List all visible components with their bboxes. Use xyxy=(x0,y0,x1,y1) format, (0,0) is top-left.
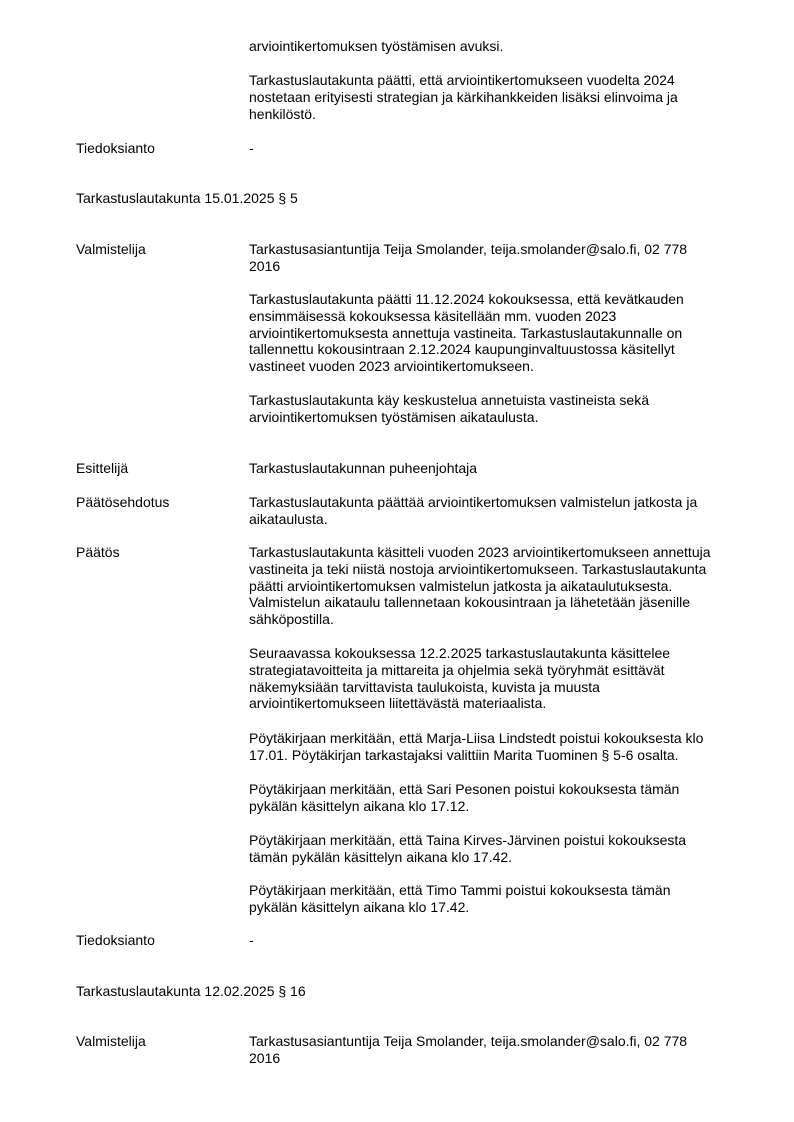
decision-paragraph-6: Pöytäkirjaan merkitään, että Timo Tammi poistui kokouksesta tämän pykälän käsittelyn aikana klo 17.42. xyxy=(249,882,671,915)
continuation-paragraph-2: Tarkastuslautakunta päätti, että arviointikertomukseen vuodelta 2024 nostetaan erityisesti strategian ja kärkihankkeiden lisäksi elinvoima ja henkilöstö. xyxy=(249,72,678,122)
notice-value: - xyxy=(249,140,254,156)
notice-label: Tiedoksianto xyxy=(76,140,155,156)
body-paragraph-1: Tarkastuslautakunta päätti 11.12.2024 kokouksessa, että kevätkauden ensimmäisessä kokouksessa käsitellään mm. vuoden 2023 arviointikertomuksesta annettuja vastineita. Tarkastuslautakunnalle on tallennettu kokousintraan 2.12.2024 kaupunginvaltuustossa käsitellyt vastineet vuoden 2023 arviointikertomukseen. xyxy=(249,291,684,375)
proposal-value: Tarkastuslautakunta päättää arviointikertomuksen valmistelun jatkosta ja aikataulusta. xyxy=(249,494,698,527)
section-heading-2: Tarkastuslautakunta 15.01.2025 § 5 xyxy=(76,190,298,206)
preparer-value: Tarkastusasiantuntija Teija Smolander, teija.smolander@salo.fi, 02 778 2016 xyxy=(249,1033,688,1066)
preparer-value: Tarkastusasiantuntija Teija Smolander, teija.smolander@salo.fi, 02 778 2016 xyxy=(249,241,688,274)
decision-paragraph-5: Pöytäkirjaan merkitään, että Taina Kirves-Järvinen poistui kokouksesta tämän pykälän käsittelyn aikana klo 17.42. xyxy=(249,832,687,865)
decision-paragraph-3: Pöytäkirjaan merkitään, että Marja-Liisa Lindstedt poistui kokouksesta klo 17.01. Pöytäkirjan tarkastajaksi valittiin Marita Tuominen § 5-6 osalta. xyxy=(249,730,704,763)
proposal-label: Päätösehdotus xyxy=(76,494,170,510)
decision-label: Päätös xyxy=(76,544,120,560)
notice-label: Tiedoksianto xyxy=(76,932,155,948)
presenter-value: Tarkastuslautakunnan puheenjohtaja xyxy=(249,460,478,476)
notice-value: - xyxy=(249,932,254,948)
preparer-label: Valmistelija xyxy=(76,1033,146,1049)
decision-paragraph-2: Seuraavassa kokouksessa 12.2.2025 tarkastuslautakunta käsittelee strategiatavoitteita ja mittareita ja ohjelmia sekä työryhmät esittävät näkemyksiään tarvittavista taulukoista, kuvista ja muusta arviointikertomukseen liitettävästä materiaalista. xyxy=(249,645,671,712)
decision-paragraph-4: Pöytäkirjaan merkitään, että Sari Pesonen poistui kokouksesta tämän pykälän käsittelyn aikana klo 17.12. xyxy=(249,781,680,814)
decision-paragraph-1: Tarkastuslautakunta käsitteli vuoden 2023 arviointikertomukseen annettuja vastineita ja teki niistä nostoja arviointikertomukseen. Tarkastuslautakunta päätti arviointikertomuksen valmistelun jatkosta ja aikataulutuksesta. Valmistelun aikataulu tallennetaan kokousintraan ja lähetetään jäsenille sähköpostilla. xyxy=(249,544,711,628)
section-heading-3: Tarkastuslautakunta 12.02.2025 § 16 xyxy=(76,983,306,999)
body-paragraph-2: Tarkastuslautakunta käy keskustelua annetuista vastineista sekä arviointikertomuksen työstämisen aikataulusta. xyxy=(249,392,650,425)
continuation-paragraph-1: arviointikertomuksen työstämisen avuksi. xyxy=(249,38,504,54)
presenter-label: Esittelijä xyxy=(76,460,129,476)
preparer-label: Valmistelija xyxy=(76,241,146,257)
